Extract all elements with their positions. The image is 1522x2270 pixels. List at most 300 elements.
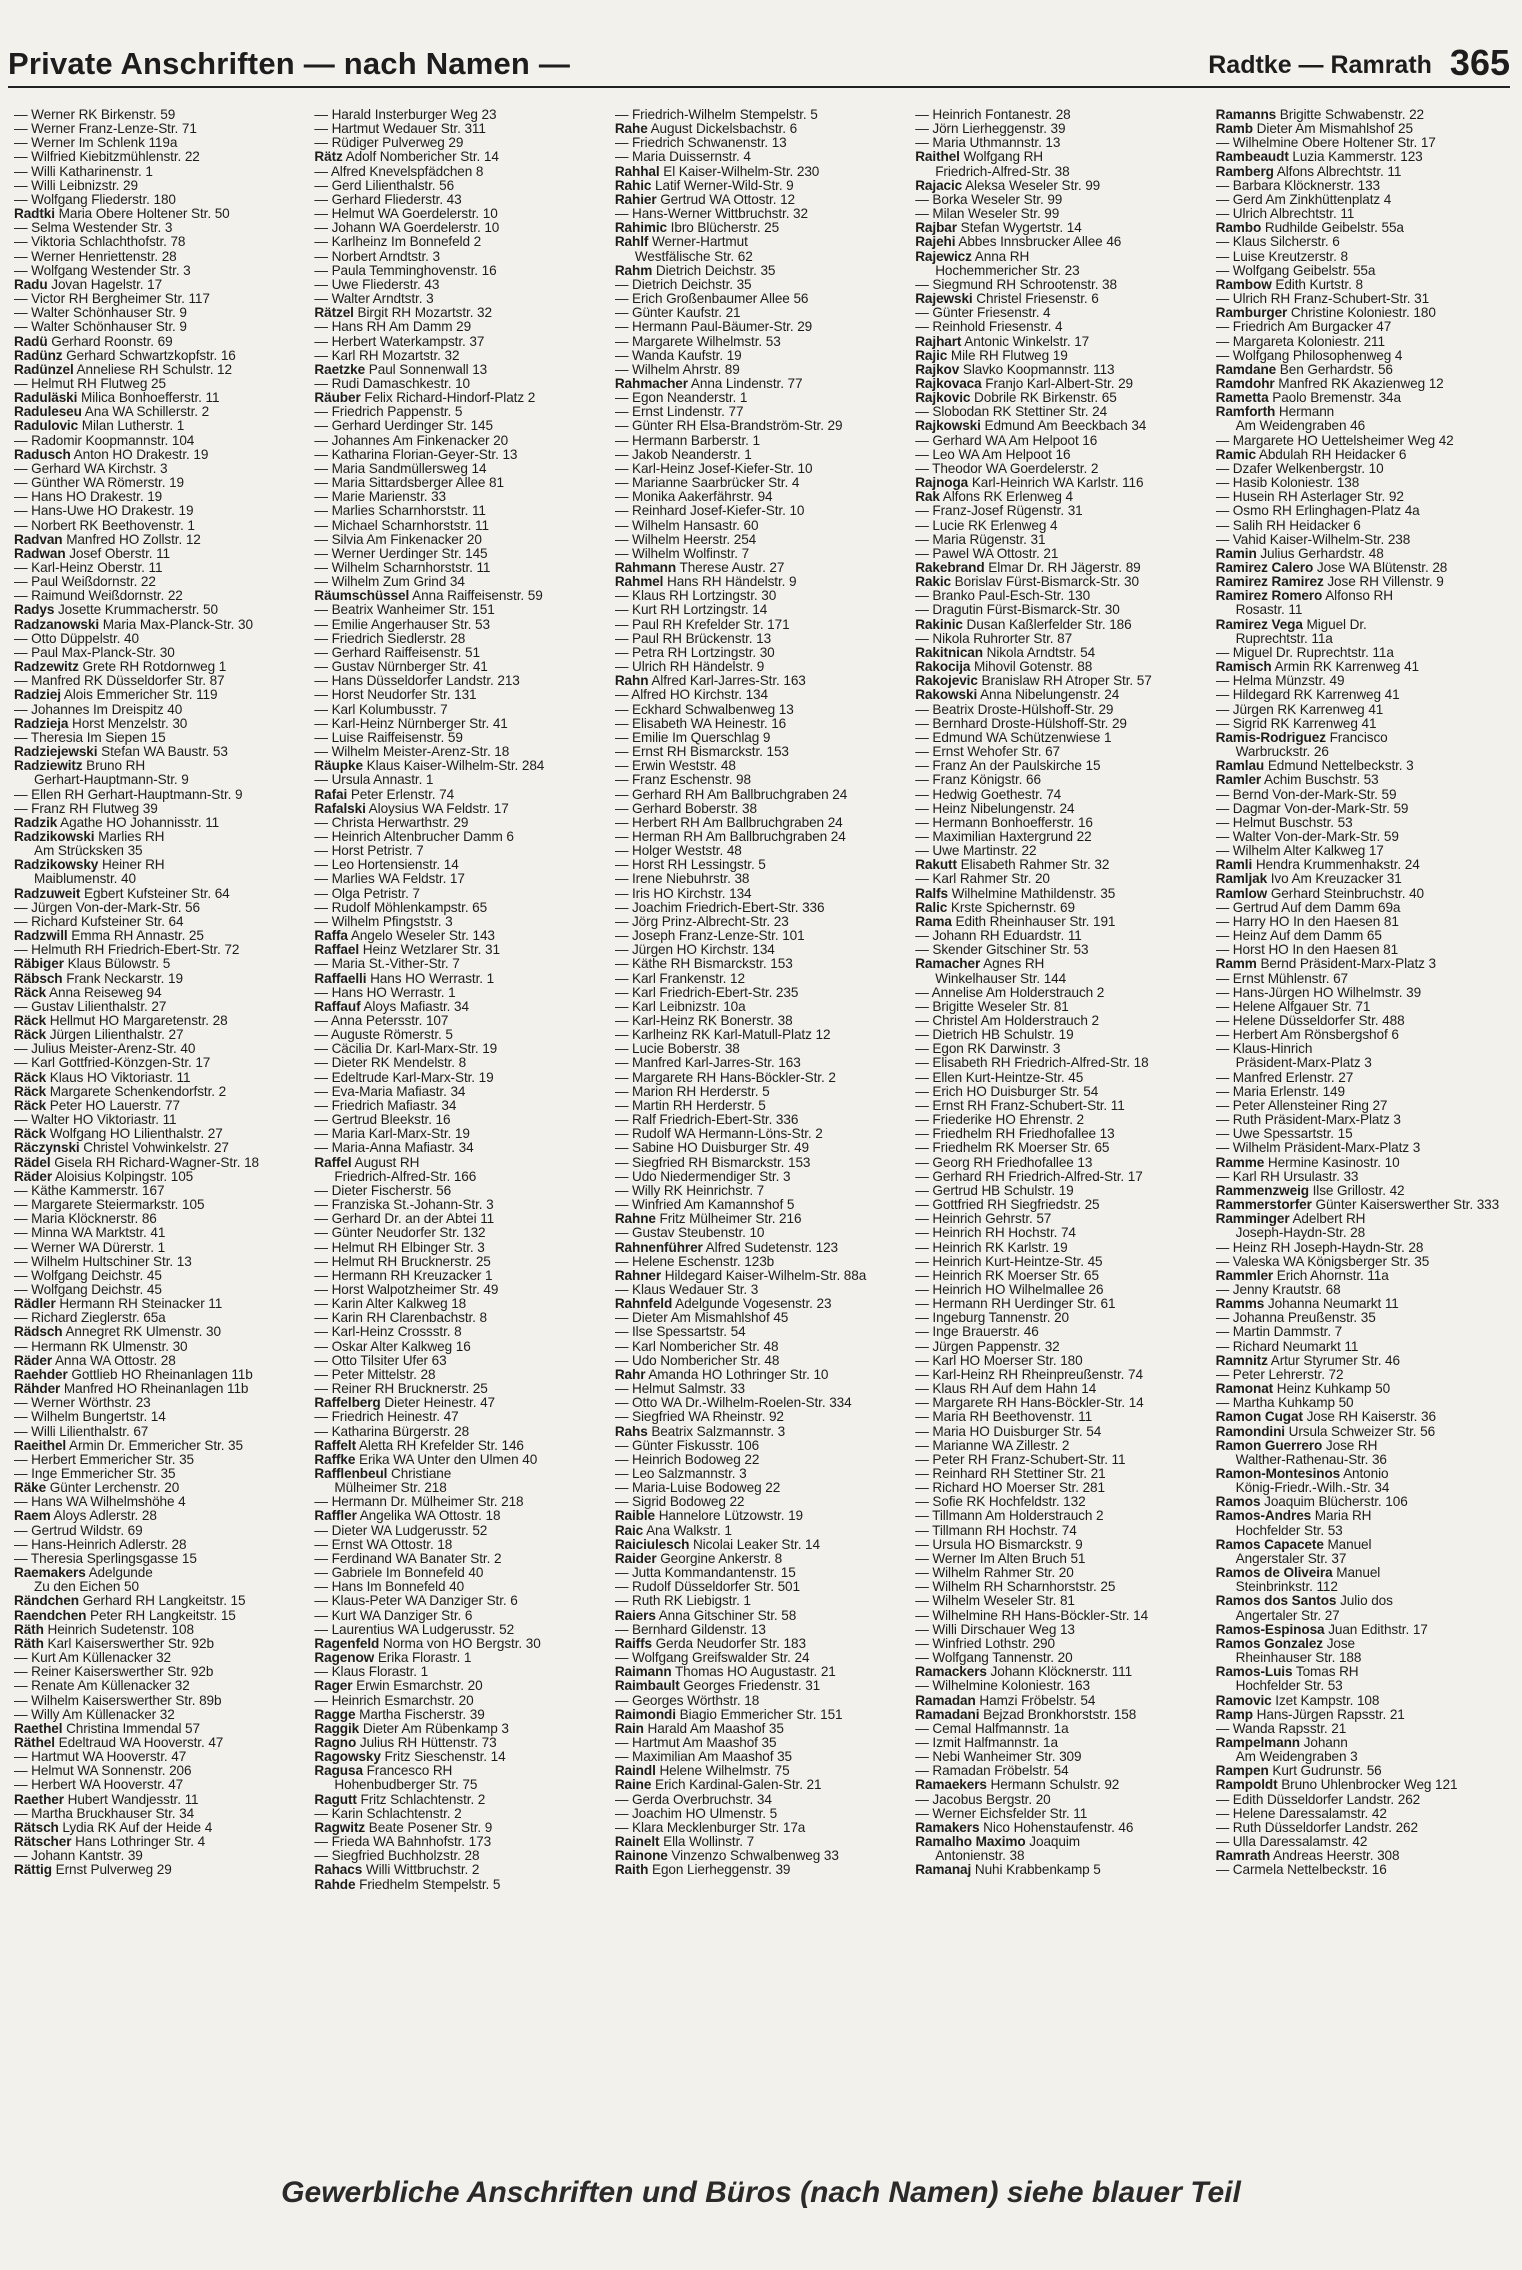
entry-details: — Herbert RH Am Ballbruchgraben 24 [614,815,843,830]
entry-details: Hochfelder Str. 53 [1235,1679,1343,1694]
entry-details: — Edeltrude Karl-Marx-Str. 19 [314,1070,494,1085]
directory-entry [615,1849,907,1863]
directory-entry [615,872,907,886]
directory-entry [314,986,606,1000]
directory-entry [314,1467,606,1481]
directory-entry [615,773,907,787]
directory-entry [314,759,606,773]
entry-details: Aloysius WA Feldstr. 17 [365,801,509,816]
entry-details: — Harry HO In den Haesen 81 [1215,914,1399,929]
directory-entry [14,1325,306,1339]
entry-surname: Rager [314,1679,353,1694]
entry-surname: Raendchen [14,1608,87,1623]
entry-details: Norma von HO Bergstr. 30 [379,1636,541,1651]
entry-surname: Räth [14,1622,44,1637]
entry-details: — Wilhelm Ahrstr. 89 [614,362,740,377]
entry-details: Anna Nibelungenstr. 24 [977,688,1120,703]
entry-details: — Sigrid Bodoweg 22 [614,1495,745,1510]
entry-details: — Werner Im Alten Bruch 51 [915,1551,1086,1566]
entry-details: — Nikola Ruhrorter Str. 87 [915,631,1073,646]
entry-details: — Günther WA Römerstr. 19 [14,476,184,491]
entry-details: Günter Lerchenstr. 20 [46,1481,180,1496]
entry-details: — Maria-Luise Bodoweg 22 [614,1481,781,1496]
entry-details: — Ernst Wehofer Str. 67 [915,745,1060,760]
directory-entry [1216,1651,1508,1665]
directory-entry [915,575,1207,589]
entry-details: — Erich HO Duisburger Str. 54 [915,1084,1099,1099]
entry-details: — Maria Sittardsberger Allee 81 [314,476,504,491]
directory-entry [14,179,306,193]
entry-surname: Ramp [1215,1707,1253,1722]
entry-surname: Raffke [314,1452,356,1467]
directory-entry [14,377,306,391]
entry-surname: Rampelmann [1215,1735,1300,1750]
entry-details: Slavko Koopmannstr. 113 [959,362,1115,377]
entry-surname: Rakitnican [915,645,983,660]
entry-surname: Rahier [614,192,657,207]
directory-entry [314,788,606,802]
directory-entry [314,122,606,136]
entry-details: Edmund Nettelbeckstr. 3 [1264,759,1414,774]
entry-details: Anna Lindenstr. 77 [687,376,803,391]
directory-entry [14,533,306,547]
entry-details: — Dzafer Welkenbergstr. 10 [1215,461,1384,476]
directory-entry [915,1212,1207,1226]
directory-entry [915,306,1207,320]
entry-details: — Johanna Preußenstr. 35 [1215,1311,1376,1326]
directory-entry [14,150,306,164]
directory-entry [14,929,306,943]
directory-entry [314,1538,606,1552]
entry-surname: Raemakers [14,1566,86,1581]
directory-entry [314,1283,606,1297]
directory-entry [615,377,907,391]
entry-details: Maiblumenstr. 40 [34,872,136,887]
entry-details: — Rudi Damaschkestr. 10 [314,376,471,391]
directory-entry [1216,717,1508,731]
entry-details: — Richard Zieglerstr. 65a [14,1311,166,1326]
directory-entry [1216,575,1508,589]
directory-entry [1216,179,1508,193]
entry-surname: Raeithel [14,1438,67,1453]
entry-surname: Rakebrand [915,561,985,575]
entry-surname: Ragwitz [314,1820,366,1835]
directory-entry [14,915,306,929]
directory-entry [915,1028,1207,1042]
directory-entry [314,1849,606,1863]
directory-entry [915,391,1207,405]
directory-entry [14,1113,306,1127]
entry-details: — Karl Frankenstr. 12 [614,971,745,986]
directory-entry [14,703,306,717]
entry-details: — Barbara Klöcknerstr. 133 [1215,178,1381,193]
entry-details: — Wolfgang Fliederstr. 180 [14,192,176,207]
entry-details: — Husein RH Asterlager Str. 92 [1215,490,1404,505]
directory-entry [314,165,606,179]
directory-entry [314,108,606,122]
entry-details: — Gerhard Uerdinger Str. 145 [314,419,493,434]
directory-entry [314,1637,606,1651]
entry-details: — Reinhard Josef-Kiefer-Str. 10 [614,504,805,519]
directory-entry [314,773,606,787]
directory-entry [915,972,1207,986]
directory-entry [915,717,1207,731]
directory-entry [14,1127,306,1141]
directory-entry [1216,1538,1508,1552]
directory-entry [314,405,606,419]
entry-details: Mülheimer Str. 218 [334,1481,447,1496]
directory-entry [314,1028,606,1042]
directory-entry [314,575,606,589]
directory-entry [14,731,306,745]
entry-surname: Räke [14,1481,47,1496]
entry-details: — Helma Münzstr. 49 [1215,674,1345,689]
entry-details: Vinzenzo Schwalbenweg 33 [667,1849,839,1864]
entry-details: Hamzi Fröbelstr. 54 [975,1693,1096,1708]
entry-surname: Rafflenbeul [314,1467,388,1481]
directory-entry [615,1538,907,1552]
entry-details: Hermine Kasinostr. 10 [1264,1155,1400,1170]
directory-entry [915,660,1207,674]
entry-details: — Günter RH Elsa-Brandström-Str. 29 [614,419,843,434]
entry-surname: Rätzel [314,306,354,321]
directory-entry [14,773,306,787]
directory-entry [14,759,306,773]
entry-details: — Hermann RK Ulmenstr. 30 [14,1339,188,1354]
entry-details: — Maria Karl-Marx-Str. 19 [314,1127,470,1142]
directory-entry [314,1609,606,1623]
entry-details: — Werner Uerdinger Str. 145 [314,546,488,561]
directory-entry [1216,1325,1508,1339]
entry-details: — Wilhelmine Obere Holtener Str. 17 [1215,136,1436,151]
directory-entry [1216,533,1508,547]
directory-entry [14,986,306,1000]
directory-entry [14,264,306,278]
entry-surname: Radzik [14,815,58,830]
entry-surname: Ramforth [1215,405,1276,420]
directory-entry [314,1340,606,1354]
entry-details: — Ursula Annastr. 1 [314,773,434,788]
entry-details: — Lucie RK Erlenweg 4 [915,518,1058,533]
entry-details: — Borka Weseler Str. 99 [915,192,1063,207]
entry-details: — Gerhard RH Friedrich-Alfred-Str. 17 [915,1169,1143,1184]
directory-entry [915,1340,1207,1354]
directory-entry [1216,660,1508,674]
directory-entry [615,1071,907,1085]
directory-entry [915,349,1207,363]
entry-details: El Kaiser-Wilhelm-Str. 230 [659,164,820,179]
entry-details: — Sofie RK Hochfeldstr. 132 [915,1495,1086,1510]
entry-surname: Rajkov [915,362,960,377]
entry-details: — Ursula HO Bismarckstr. 9 [915,1537,1083,1552]
entry-details: — Georg RH Friedhofallee 13 [915,1155,1093,1170]
entry-surname: Rambo [1215,221,1262,236]
entry-details: Martha Fischerstr. 39 [355,1707,485,1722]
entry-details: — Edith Düsseldorfer Landstr. 262 [1215,1792,1421,1807]
entry-surname: Rädel [14,1155,51,1170]
entry-details: — Wilhelm Weseler Str. 81 [915,1594,1075,1609]
directory-entry [314,844,606,858]
directory-entry [14,972,306,986]
entry-details: — Petra RH Lortzingstr. 30 [614,645,775,660]
entry-surname: Radziewitz [14,759,83,774]
directory-entry [14,193,306,207]
entry-details: Johann Klöcknerstr. 111 [986,1665,1133,1680]
directory-entry [615,1241,907,1255]
directory-entry [915,858,1207,872]
directory-entry [314,1722,606,1736]
directory-entry [314,745,606,759]
entry-surname: Rakocija [915,660,971,675]
entry-details: Paolo Bremenstr. 34a [1268,391,1401,406]
entry-details: — Friedrich Pappenstr. 5 [314,405,463,420]
directory-entry [14,1736,306,1750]
entry-details: — Gustav Lilienthalstr. 27 [14,999,167,1014]
entry-details: — Friedrich-Wilhelm Stempelstr. 5 [614,108,818,122]
directory-entry [14,1594,306,1608]
directory-entry [915,1382,1207,1396]
entry-details: Georges Friedenstr. 31 [679,1679,821,1694]
entry-details: Felix Richard-Hindorf-Platz 2 [360,391,536,406]
directory-entry [915,1495,1207,1509]
entry-surname: Ramler [1215,773,1262,788]
entry-surname: Ragenow [314,1651,375,1666]
directory-entry [915,646,1207,660]
directory-entry [915,179,1207,193]
directory-entry [14,1849,306,1863]
entry-details: — Wolfgang Deichstr. 45 [14,1268,162,1283]
entry-surname: Rahe [614,122,648,137]
entry-details: — Reiner Kaiserswerther Str. 92b [14,1665,214,1680]
directory-entry [14,547,306,561]
entry-details: — Wolfgang Deichstr. 45 [14,1282,162,1297]
directory-entry [14,618,306,632]
entry-details: — Siegmund RH Schrootenstr. 38 [915,277,1117,292]
entry-details: — Anna Petersstr. 107 [314,1014,449,1028]
entry-surname: Rahic [614,178,652,193]
directory-entry [915,1594,1207,1608]
entry-surname: Ramovic [1215,1693,1272,1708]
entry-details: — Hermann Paul-Bäumer-Str. 29 [614,320,813,335]
entry-details: — Cäcilia Dr. Karl-Marx-Str. 19 [314,1042,498,1057]
directory-entry [14,1212,306,1226]
entry-details: Paul Sonnenwall 13 [365,362,488,377]
directory-entry [915,1014,1207,1028]
entry-details: Steinbrinkstr. 112 [1235,1580,1338,1595]
directory-entry [314,589,606,603]
entry-surname: Ramdane [1215,362,1277,377]
entry-surname: Rajacic [915,178,963,193]
directory-entry [314,1552,606,1566]
entry-details: Hochemmericher Str. 23 [935,263,1080,278]
directory-entry [314,1778,606,1792]
directory-entry [915,278,1207,292]
entry-details: — Maria HO Duisburger Str. 54 [915,1424,1102,1439]
directory-entry [1216,1283,1508,1297]
entry-details: — Karl HO Moerser Str. 180 [915,1353,1083,1368]
entry-surname: Rakojevic [915,674,978,689]
directory-entry [915,1226,1207,1240]
entry-details: — Maria Duissernstr. 4 [614,150,751,165]
entry-details: — Klaus Silcherstr. 6 [1215,235,1340,250]
directory-entry [314,1325,606,1339]
entry-details: Alois Emmericher Str. 119 [60,688,218,703]
entry-details: — Ulrich RH Franz-Schubert-Str. 31 [1215,292,1430,307]
entry-details: — Jörn Lierheggenstr. 39 [915,122,1066,137]
directory-entry [314,717,606,731]
directory-entry [915,1127,1207,1141]
entry-details: — Marianne WA Zillestr. 2 [915,1438,1070,1453]
entry-details: — Paul RH Brückenstr. 13 [614,631,772,646]
entry-details: — Ulla Daressalamstr. 42 [1215,1835,1368,1850]
directory-entry [915,759,1207,773]
entry-details: — Vahid Kaiser-Wilhelm-Str. 238 [1215,532,1411,547]
entry-details: Luzia Kammerstr. 123 [1288,150,1423,165]
directory-entry [615,844,907,858]
directory-entry [314,1793,606,1807]
directory-entry [915,1269,1207,1283]
directory-entry [615,419,907,433]
entry-surname: Rajbar [915,221,957,236]
directory-entry [14,745,306,759]
directory-entry [314,1594,606,1608]
entry-details: Angelika WA Ottostr. 18 [356,1509,501,1524]
directory-entry [314,136,606,150]
entry-details: — Egon RK Darwinstr. 3 [915,1042,1061,1057]
directory-entry [1216,1354,1508,1368]
entry-details: — Gerhard Dr. an der Abtei 11 [314,1212,495,1227]
entry-details: — Johannes Im Dreispitz 40 [14,702,183,717]
entry-details: Ernst Pulverweg 29 [51,1863,172,1878]
entry-details: Ella Wollinstr. 7 [659,1835,755,1850]
entry-details: — Gerhard WA Am Helpoot 16 [915,433,1098,448]
entry-details: — Kurt Am Küllenacker 32 [14,1651,172,1666]
directory-entry [14,1552,306,1566]
directory-entry [1216,519,1508,533]
entry-details: — Beatrix Wanheimer Str. 151 [314,603,495,618]
entry-surname: Raggik [314,1721,360,1736]
directory-entry [314,349,606,363]
entry-surname: Radu [14,277,48,292]
directory-entry [615,1453,907,1467]
entry-details: Johanna Neumarkt 11 [1264,1297,1399,1312]
entry-surname: Räthel [14,1735,55,1750]
entry-details: — Hermann RH Uerdinger Str. 61 [915,1297,1116,1312]
entry-details: Francesco RH [362,1764,453,1779]
directory-entry [14,688,306,702]
directory-entry [14,419,306,433]
entry-details: Gertrud WA Ottostr. 12 [656,192,796,207]
directory-entry [14,802,306,816]
directory-entry [915,1566,1207,1580]
directory-entry [915,1609,1207,1623]
entry-details: — Richard Kufsteiner Str. 64 [14,914,184,929]
entry-details: — Marie Marienstr. 33 [314,490,447,505]
directory-entry [314,1198,606,1212]
entry-details: — Heinrich Esmarchstr. 20 [314,1693,474,1708]
entry-surname: Ramadan [915,1693,976,1708]
directory-entry [915,136,1207,150]
entry-details: — Udo Niedermendiger Str. 3 [614,1169,791,1184]
directory-entry [1216,1056,1508,1070]
directory-entry [915,1580,1207,1594]
entry-details: — Erwin Weststr. 48 [614,759,736,774]
directory-entry [14,887,306,901]
entry-details: Adolf Nombericher Str. 14 [342,150,499,165]
entry-surname: Raindl [614,1764,656,1779]
entry-details: — Herbert WA Hooverstr. 47 [14,1778,184,1793]
entry-details: — Wilhelmine RH Hans-Böckler-Str. 14 [915,1608,1149,1623]
entry-surname: Radünz [14,348,63,363]
entry-details: — Ruth Düsseldorfer Landstr. 262 [1215,1820,1418,1835]
directory-entry [14,250,306,264]
entry-details: — Franz Eschenstr. 98 [614,773,751,788]
directory-entry [14,660,306,674]
entry-details: — Dietrich Deichstr. 35 [614,277,752,292]
entry-surname: Ragge [314,1707,356,1722]
entry-details: Francisco [1325,730,1388,745]
entry-details: Willi Wittbruchstr. 2 [362,1863,480,1878]
directory-entry [1216,887,1508,901]
directory-entry [14,519,306,533]
entry-details: Juan Edithstr. 17 [1324,1622,1428,1637]
directory-entry [1216,1099,1508,1113]
directory-entry [615,603,907,617]
directory-entry [915,1283,1207,1297]
entry-surname: Räuber [314,391,361,406]
directory-entry [314,1453,606,1467]
directory-entry [314,1368,606,1382]
entry-details: Johann [1299,1735,1348,1750]
directory-entry [1216,1821,1508,1835]
directory-entry [1216,1778,1508,1792]
directory-entry [14,1694,306,1708]
entry-details: — Hans HO Drakestr. 19 [14,490,163,505]
entry-surname: Ramon-Montesinos [1215,1467,1341,1481]
entry-details: — Beatrix Droste-Hülshoff-Str. 29 [915,702,1114,717]
entry-details: — Peter Allensteiner Ring 27 [1215,1098,1388,1113]
entry-surname: Raimondi [614,1707,676,1722]
directory-entry [1216,108,1508,122]
directory-entry [314,363,606,377]
entry-details: Heiner RH [98,858,165,873]
entry-details: — Herbert Am Rönsbergshof 6 [1215,1028,1399,1043]
directory-entry [314,1708,606,1722]
entry-surname: Rätsch [14,1820,59,1835]
entry-details: — Dagmar Von-der-Mark-Str. 59 [1215,801,1409,816]
entry-details: — Luise Kreutzerstr. 8 [1215,249,1348,264]
entry-details: — Hans Düsseldorfer Landstr. 213 [314,674,520,689]
entry-details: — Manfred Erlenstr. 27 [1215,1070,1354,1085]
directory-entry [1216,1566,1508,1580]
entry-details: — Reiner RH Brucknerstr. 25 [314,1382,488,1397]
directory-entry [915,363,1207,377]
directory-entry [615,136,907,150]
directory-entry [314,1255,606,1269]
entry-details: Mihovil Gotenstr. 88 [970,660,1093,675]
entry-surname: Ramljak [1215,872,1268,887]
entry-details: — Ernst RH Franz-Schubert-Str. 11 [915,1098,1125,1113]
entry-details: — Renate Am Küllenacker 32 [14,1679,190,1694]
entry-surname: Ramlow [1215,886,1268,901]
directory-entry [1216,830,1508,844]
entry-details: Edeltraud WA Hooverstr. 47 [54,1735,224,1750]
directory-entry [1216,929,1508,943]
directory-entry [1216,1368,1508,1382]
directory-entry [14,1524,306,1538]
directory-entry [314,660,606,674]
entry-details: — Bernhard Gildenstr. 13 [614,1622,766,1637]
